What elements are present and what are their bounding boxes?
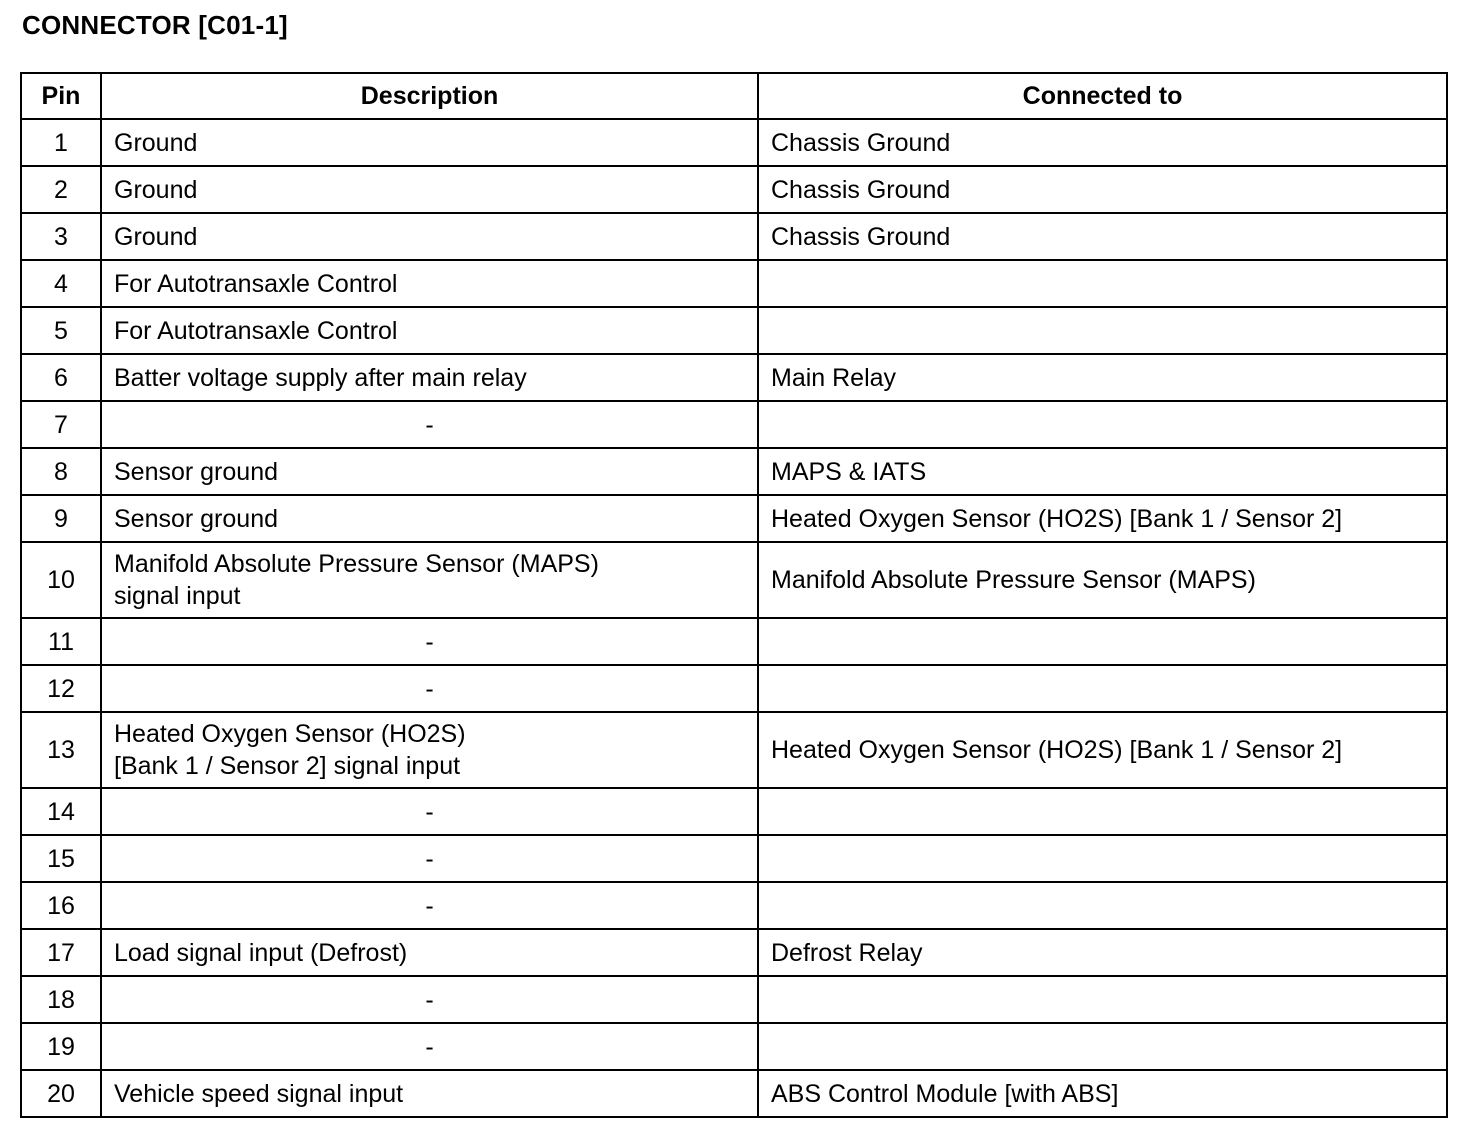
pin-number-cell: 3 (21, 213, 101, 260)
pin-number-cell: 2 (21, 166, 101, 213)
description-line: Manifold Absolute Pressure Sensor (MAPS) (114, 550, 599, 578)
description-cell: Vehicle speed signal input (101, 1070, 758, 1117)
connected-to-cell: Heated Oxygen Sensor (HO2S) [Bank 1 / Sensor 2] (758, 495, 1447, 542)
connected-to-cell: Chassis Ground (758, 213, 1447, 260)
pin-number-cell: 5 (21, 307, 101, 354)
pin-number-cell: 10 (21, 542, 101, 618)
table-row (21, 213, 1447, 260)
connector-pin-table (20, 72, 1448, 1118)
description-cell: Ground (101, 213, 758, 260)
table-row (21, 495, 1447, 542)
pin-number-cell: 14 (21, 788, 101, 835)
header-connected-to: Connected to (758, 73, 1447, 119)
connected-to-cell (758, 618, 1447, 665)
connected-to-cell (758, 307, 1447, 354)
description-cell: - (101, 401, 758, 448)
table-row (21, 401, 1447, 448)
pin-number-cell: 18 (21, 976, 101, 1023)
table-row (21, 835, 1447, 882)
description-cell: - (101, 835, 758, 882)
description-line: signal input (114, 582, 241, 610)
pin-number-cell: 8 (21, 448, 101, 495)
description-cell: For Autotransaxle Control (101, 260, 758, 307)
description-cell: - (101, 976, 758, 1023)
pin-number-cell: 16 (21, 882, 101, 929)
table-row (21, 976, 1447, 1023)
pin-number-cell: 17 (21, 929, 101, 976)
connected-to-cell: Chassis Ground (758, 119, 1447, 166)
table-row (21, 166, 1447, 213)
header-description: Description (101, 73, 758, 119)
description-cell: - (101, 788, 758, 835)
description-cell (101, 712, 758, 788)
table-row (21, 712, 1447, 788)
connected-to-cell: MAPS & IATS (758, 448, 1447, 495)
description-cell: Ground (101, 166, 758, 213)
description-cell: Sensor ground (101, 495, 758, 542)
connected-to-cell (758, 976, 1447, 1023)
description-line: Heated Oxygen Sensor (HO2S) (114, 720, 466, 748)
connected-to-cell: Defrost Relay (758, 929, 1447, 976)
table-row (21, 788, 1447, 835)
page-title: CONNECTOR [C01-1] (22, 10, 288, 40)
table-row (21, 665, 1447, 712)
header-pin: Pin (21, 73, 101, 119)
table-row (21, 882, 1447, 929)
table-row (21, 307, 1447, 354)
pin-number-cell: 19 (21, 1023, 101, 1070)
pin-number-cell: 20 (21, 1070, 101, 1117)
description-cell (101, 542, 758, 618)
connected-to-cell: Heated Oxygen Sensor (HO2S) [Bank 1 / Sensor 2] (758, 712, 1447, 788)
table-header-row (21, 73, 1447, 119)
description-cell: Load signal input (Defrost) (101, 929, 758, 976)
pin-number-cell: 13 (21, 712, 101, 788)
connected-to-cell (758, 665, 1447, 712)
table-row (21, 1023, 1447, 1070)
table-row (21, 1070, 1447, 1117)
pin-number-cell: 6 (21, 354, 101, 401)
description-cell: - (101, 665, 758, 712)
pin-number-cell: 9 (21, 495, 101, 542)
pin-number-cell: 7 (21, 401, 101, 448)
table-row (21, 260, 1447, 307)
description-cell: - (101, 1023, 758, 1070)
connected-to-cell: Manifold Absolute Pressure Sensor (MAPS) (758, 542, 1447, 618)
table-body (21, 119, 1447, 1117)
description-cell: Ground (101, 119, 758, 166)
pin-number-cell: 1 (21, 119, 101, 166)
description-cell: - (101, 882, 758, 929)
pin-number-cell: 11 (21, 618, 101, 665)
description-cell: For Autotransaxle Control (101, 307, 758, 354)
connected-to-cell (758, 260, 1447, 307)
pin-number-cell: 12 (21, 665, 101, 712)
table-row (21, 354, 1447, 401)
connected-to-cell: Chassis Ground (758, 166, 1447, 213)
connected-to-cell: ABS Control Module [with ABS] (758, 1070, 1447, 1117)
description-cell: Sensor ground (101, 448, 758, 495)
table-row (21, 929, 1447, 976)
table-row (21, 448, 1447, 495)
connected-to-cell: Main Relay (758, 354, 1447, 401)
description-line: [Bank 1 / Sensor 2] signal input (114, 752, 461, 780)
connected-to-cell (758, 835, 1447, 882)
table-row (21, 119, 1447, 166)
connected-to-cell (758, 882, 1447, 929)
connected-to-cell (758, 401, 1447, 448)
description-cell: - (101, 618, 758, 665)
table-row (21, 542, 1447, 618)
description-cell: Batter voltage supply after main relay (101, 354, 758, 401)
connected-to-cell (758, 788, 1447, 835)
connected-to-cell (758, 1023, 1447, 1070)
pin-number-cell: 15 (21, 835, 101, 882)
table-row (21, 618, 1447, 665)
pin-number-cell: 4 (21, 260, 101, 307)
